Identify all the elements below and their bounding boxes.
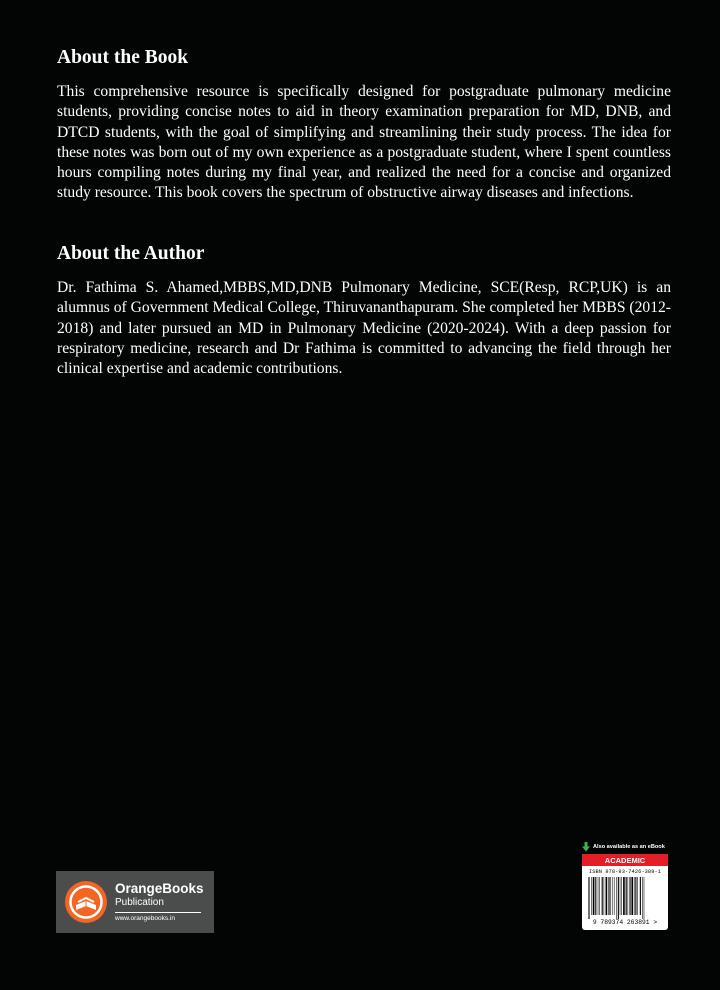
about-author-heading: About the Author <box>57 243 205 264</box>
barcode-bar <box>593 877 595 915</box>
isbn-barcode <box>582 866 668 930</box>
barcode-bar <box>608 877 609 915</box>
barcode-bars <box>587 877 663 919</box>
barcode-bar <box>623 877 625 915</box>
barcode-bar <box>630 877 631 915</box>
about-book-heading: About the Book <box>57 47 189 68</box>
barcode-bar <box>628 877 629 915</box>
barcode-bar <box>612 877 613 915</box>
barcode-bar <box>588 877 589 919</box>
ebook-note-text: Also available as an eBook <box>593 843 665 850</box>
barcode-bar <box>635 877 636 915</box>
ebook-note <box>582 841 668 852</box>
download-arrow-icon <box>582 842 590 852</box>
barcode-bar <box>591 877 592 915</box>
about-book-section <box>57 46 671 204</box>
barcode-bar <box>589 877 590 919</box>
barcode-bar <box>621 877 622 915</box>
barcode-digits: 9 789374 263891 > <box>592 919 658 926</box>
about-book-text: This comprehensive resource is specifically designed for postgraduate pulmonary medicine students, providing concise notes to aid in theory examination preparation for MD, DNB, and DTCD students, with the goal of simplifying and streamlining their study process. The idea for these notes was born out of my own experience as a postgraduate student, where I spent countless hours compiling notes during my final year, and realized the need for a concise and organized study resource. This book covers the spectrum of obstructive airway diseases and infections. <box>57 83 671 202</box>
barcode-bar <box>626 877 627 915</box>
barcode-bar <box>631 877 633 915</box>
category-badge: ACADEMIC <box>582 854 668 866</box>
barcode-bar <box>620 877 621 915</box>
publisher-logo <box>56 871 214 933</box>
barcode-bar <box>634 877 635 915</box>
isbn-text: ISBN 978-93-7426-389-1 <box>588 869 662 875</box>
barcode-bar <box>599 877 600 915</box>
barcode-bar <box>616 877 617 919</box>
barcode-bar <box>640 877 641 915</box>
publisher-divider <box>115 912 201 913</box>
barcode-bar <box>609 877 610 915</box>
about-author-section <box>57 242 671 379</box>
barcode-block <box>582 841 668 930</box>
barcode-bar <box>644 877 645 919</box>
about-author-text: Dr. Fathima S. Ahamed,MBBS,MD,DNB Pulmonary Medicine, SCE(Resp, RCP,UK) is an alumnus of Government Medical College, Thiruvananthapuram. She completed her MBBS (2012-2018) and later pursued an MD in Pulmonary Medicine (2020-2024). With a deep passion for respiratory medicine, research and Dr Fathima is committed to advancing the field through her clinical expertise and academic contributions. <box>57 279 671 378</box>
barcode-bar <box>642 877 643 919</box>
barcode-bar <box>618 877 619 919</box>
barcode-bar <box>595 877 596 915</box>
publisher-name: OrangeBooks <box>115 881 204 896</box>
barcode-bar <box>602 877 603 915</box>
barcode-bar <box>637 877 638 915</box>
barcode-bar <box>614 877 615 915</box>
barcode-bar <box>598 877 599 915</box>
barcode-bar <box>606 877 608 915</box>
publisher-subtitle: Publication <box>115 897 164 908</box>
orangebooks-logo-icon <box>64 880 108 924</box>
publisher-url: www.orangebooks.in <box>115 915 175 922</box>
barcode-bar <box>604 877 605 915</box>
